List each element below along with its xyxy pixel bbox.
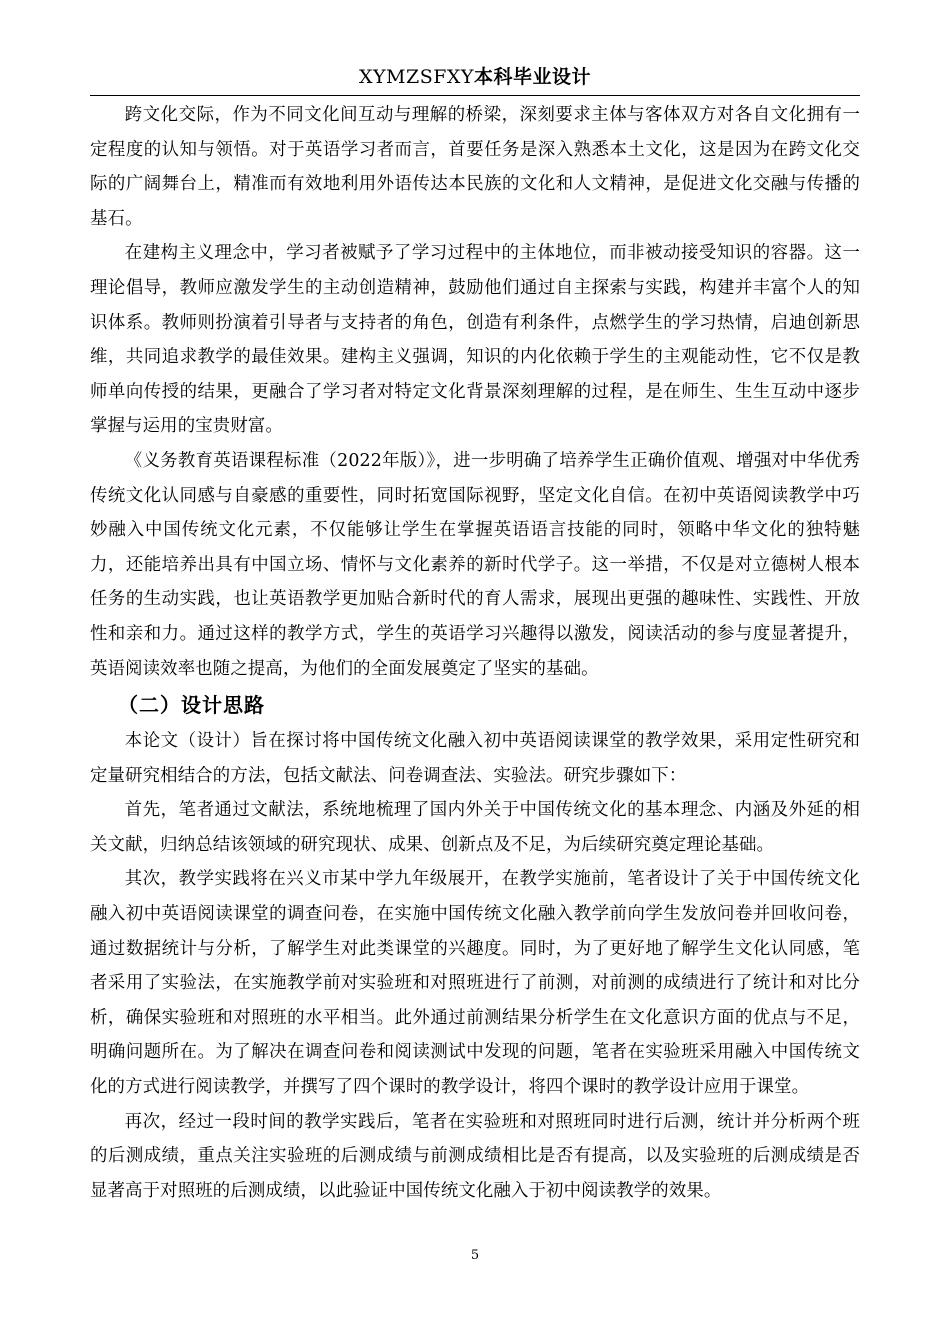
page-header	[90, 62, 860, 94]
paragraph-step-third: 再次，经过一段时间的教学实践后，笔者在实验班和对照班同时进行后测，统计并分析两个班的后测成绩，重点关注实验班的后测成绩与前测成绩相比是否有提高，以及实验班的后测成绩是否显著高于对照班的后测成绩，以此验证中国传统文化融入于初中阅读教学的效果。	[90, 1111, 860, 1201]
paragraph-step-second: 其次，教学实践将在兴义市某中学九年级展开，在教学实施前，笔者设计了关于中国传统文化融入初中英语阅读课堂的调查问卷，在实施中国传统文化融入教学前向学生发放问卷并回收问卷，通过数据统计与分析，了解学生对此类课堂的兴趣度。同时，为了更好地了解学生文化认同感，笔者采用了实验法，在实施教学前对实验班和对照班进行了前测，对前测的成绩进行了统计和对比分析，确保实验班和对照班的水平相当。此外通过前测结果分析学生在文化意识方面的优点与不足，明确问题所在。为了解决在调查问卷和阅读测试中发现的问题，笔者在实验班采用融入中国传统文化的方式进行阅读教学，并撰写了四个课时的教学设计，将四个课时的教学设计应用于课堂。	[90, 869, 860, 1098]
header-document-type: 本科毕业设计	[473, 66, 591, 88]
body-content	[90, 98, 860, 1208]
paragraph-constructivism: 在建构主义理念中，学习者被赋予了学习过程中的主体地位，而非被动接受知识的容器。这一理论倡导，教师应激发学生的主动创造精神，鼓励他们通过自主探索与实践，构建并丰富个人的知识体系。教师则扮演着引导者与支持者的角色，创造有利条件，点燃学生的学习热情，启迪创新思维，共同追求教学的最佳效果。建构主义强调，知识的内化依赖于学生的主观能动性，它不仅是教师单向传授的结果，更融合了学习者对特定文化背景深刻理解的过程，是在师生、生生互动中逐步掌握与运用的宝贵财富。	[90, 243, 860, 437]
paragraph-research-methods: 本论文（设计）旨在探讨将中国传统文化融入初中英语阅读课堂的教学效果，采用定性研究和定量研究相结合的方法，包括文献法、问卷调查法、实验法。研究步骤如下：	[90, 731, 860, 786]
paragraph-intercultural-communication: 跨文化交际，作为不同文化间互动与理解的桥梁，深刻要求主体与客体双方对各自文化拥有一定程度的认知与领悟。对于英语学习者而言，首要任务是深入熟悉本土文化，这是因为在跨文化交际的广阔舞台上，精准而有效地利用外语传达本民族的文化和人文精神，是促进文化交融与传播的基石。	[90, 105, 860, 229]
paragraph-curriculum-standard: 《义务教育英语课程标准（2022年版）》，进一步明确了培养学生正确价值观、增强对中华优秀传统文化认同感与自豪感的重要性，同时拓宽国际视野，坚定文化自信。在初中英语阅读教学中巧妙融入中国传统文化元素，不仅能够让学生在掌握英语语言技能的同时，领略中华文化的独特魅力，还能培养出具有中国立场、情怀与文化素养的新时代学子。这一举措，不仅是对立德树人根本任务的生动实践，也让英语教学更加贴合新时代的育人需求，展现出更强的趣味性、实践性、开放性和亲和力。通过这样的教学方式，学生的英语学习兴趣得以激发，阅读活动的参与度显著提升，英语阅读效率也随之提高，为他们的全面发展奠定了坚实的基础。	[90, 450, 860, 679]
page-number: 5	[470, 1248, 480, 1263]
header-institution-code: XYMZSFXY	[358, 66, 474, 88]
header-divider	[90, 95, 860, 96]
section-heading-design-approach: （二）设计思路	[118, 693, 265, 718]
paragraph-step-first: 首先，笔者通过文献法，系统地梳理了国内外关于中国传统文化的基本理念、内涵及外延的相关文献，归纳总结该领域的研究现状、成果、创新点及不足，为后续研究奠定理论基础。	[90, 800, 860, 855]
